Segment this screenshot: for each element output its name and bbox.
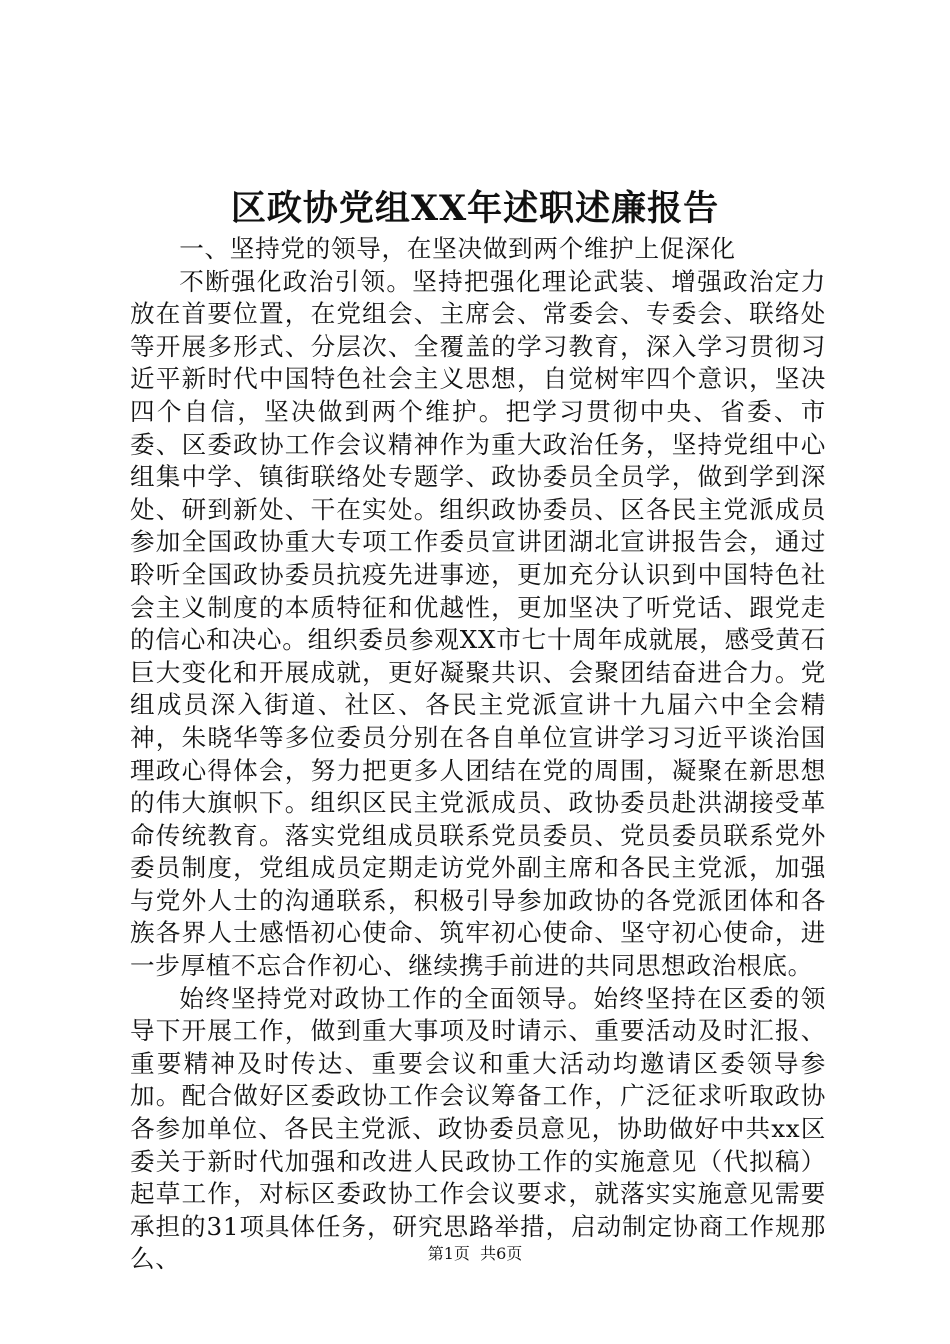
section-heading: 一、坚持党的领导，在坚决做到两个维护上促深化 [179, 234, 736, 263]
body-paragraph: 始终坚持党对政协工作的全面领导。始终坚持在区委的领导下开展工作，做到重大事项及时请示、重要活动及时汇报、重要精神及时传达、重要会议和重大活动均邀请区委领导参加。配合做好区委政协工作会议筹备工作，广泛征求听取政协各参加单位、各民主党派、政协委员意见，协助做好中共xx区委关于新时代加强和改进人民政协工作的实施意见（代拟稿）起草工作，对标区委政协工作会议要求，就落实实施意见需要承担的31项具体任务，研究思路举措，启动制定协商工作规那么、 [130, 983, 826, 1274]
document-title: 区政协党组XX年述职述廉报告 [230, 188, 720, 229]
document-body [130, 233, 826, 1276]
page-footer [0, 1243, 950, 1265]
page-total: 共6页 [480, 1244, 523, 1263]
page-number: 第1页 [427, 1244, 470, 1263]
body-paragraph: 不断强化政治引领。坚持把强化理论武装、增强政治定力放在首要位置，在党组会、主席会、常委会、专委会、联络处等开展多形式、分层次、全覆盖的学习教育，深入学习贯彻习近平新时代中国特色社会主义思想，自觉树牢四个意识，坚决四个自信，坚决做到两个维护。把学习贯彻中央、省委、市委、区委政协工作会议精神作为重大政治任务，坚持党组中心组集中学、镇街联络处专题学、政协委员全员学，做到学到深处、研到新处、干在实处。组织政协委员、区各民主党派成员参加全国政协重大专项工作委员宣讲团湖北宣讲报告会，通过聆听全国政协委员抗疫先进事迹，更加充分认识到中国特色社会主义制度的本质特征和优越性，更加坚决了听党话、跟党走的信心和决心。组织委员参观XX市七十周年成就展，感受黄石巨大变化和开展成就，更好凝聚共识、会聚团结奋进合力。党组成员深入街道、社区、各民主党派宣讲十九届六中全会精神，朱晓华等多位委员分别在各自单位宣讲学习习近平谈治国理政心得体会，努力把更多人团结在党的周围，凝聚在新思想的伟大旗帜下。组织区民主党派成员、政协委员赴洪湖接受革命传统教育。落实党组成员联系党员委员、党员委员联系党外委员制度，党组成员定期走访党外副主席和各民主党派，加强与党外人士的沟通联系，积极引导参加政协的各党派团体和各族各界人士感悟初心使命、筑牢初心使命、坚守初心使命，进一步厚植不忘合作初心、继续携手前进的共同思想政治根底。 [130, 266, 826, 981]
